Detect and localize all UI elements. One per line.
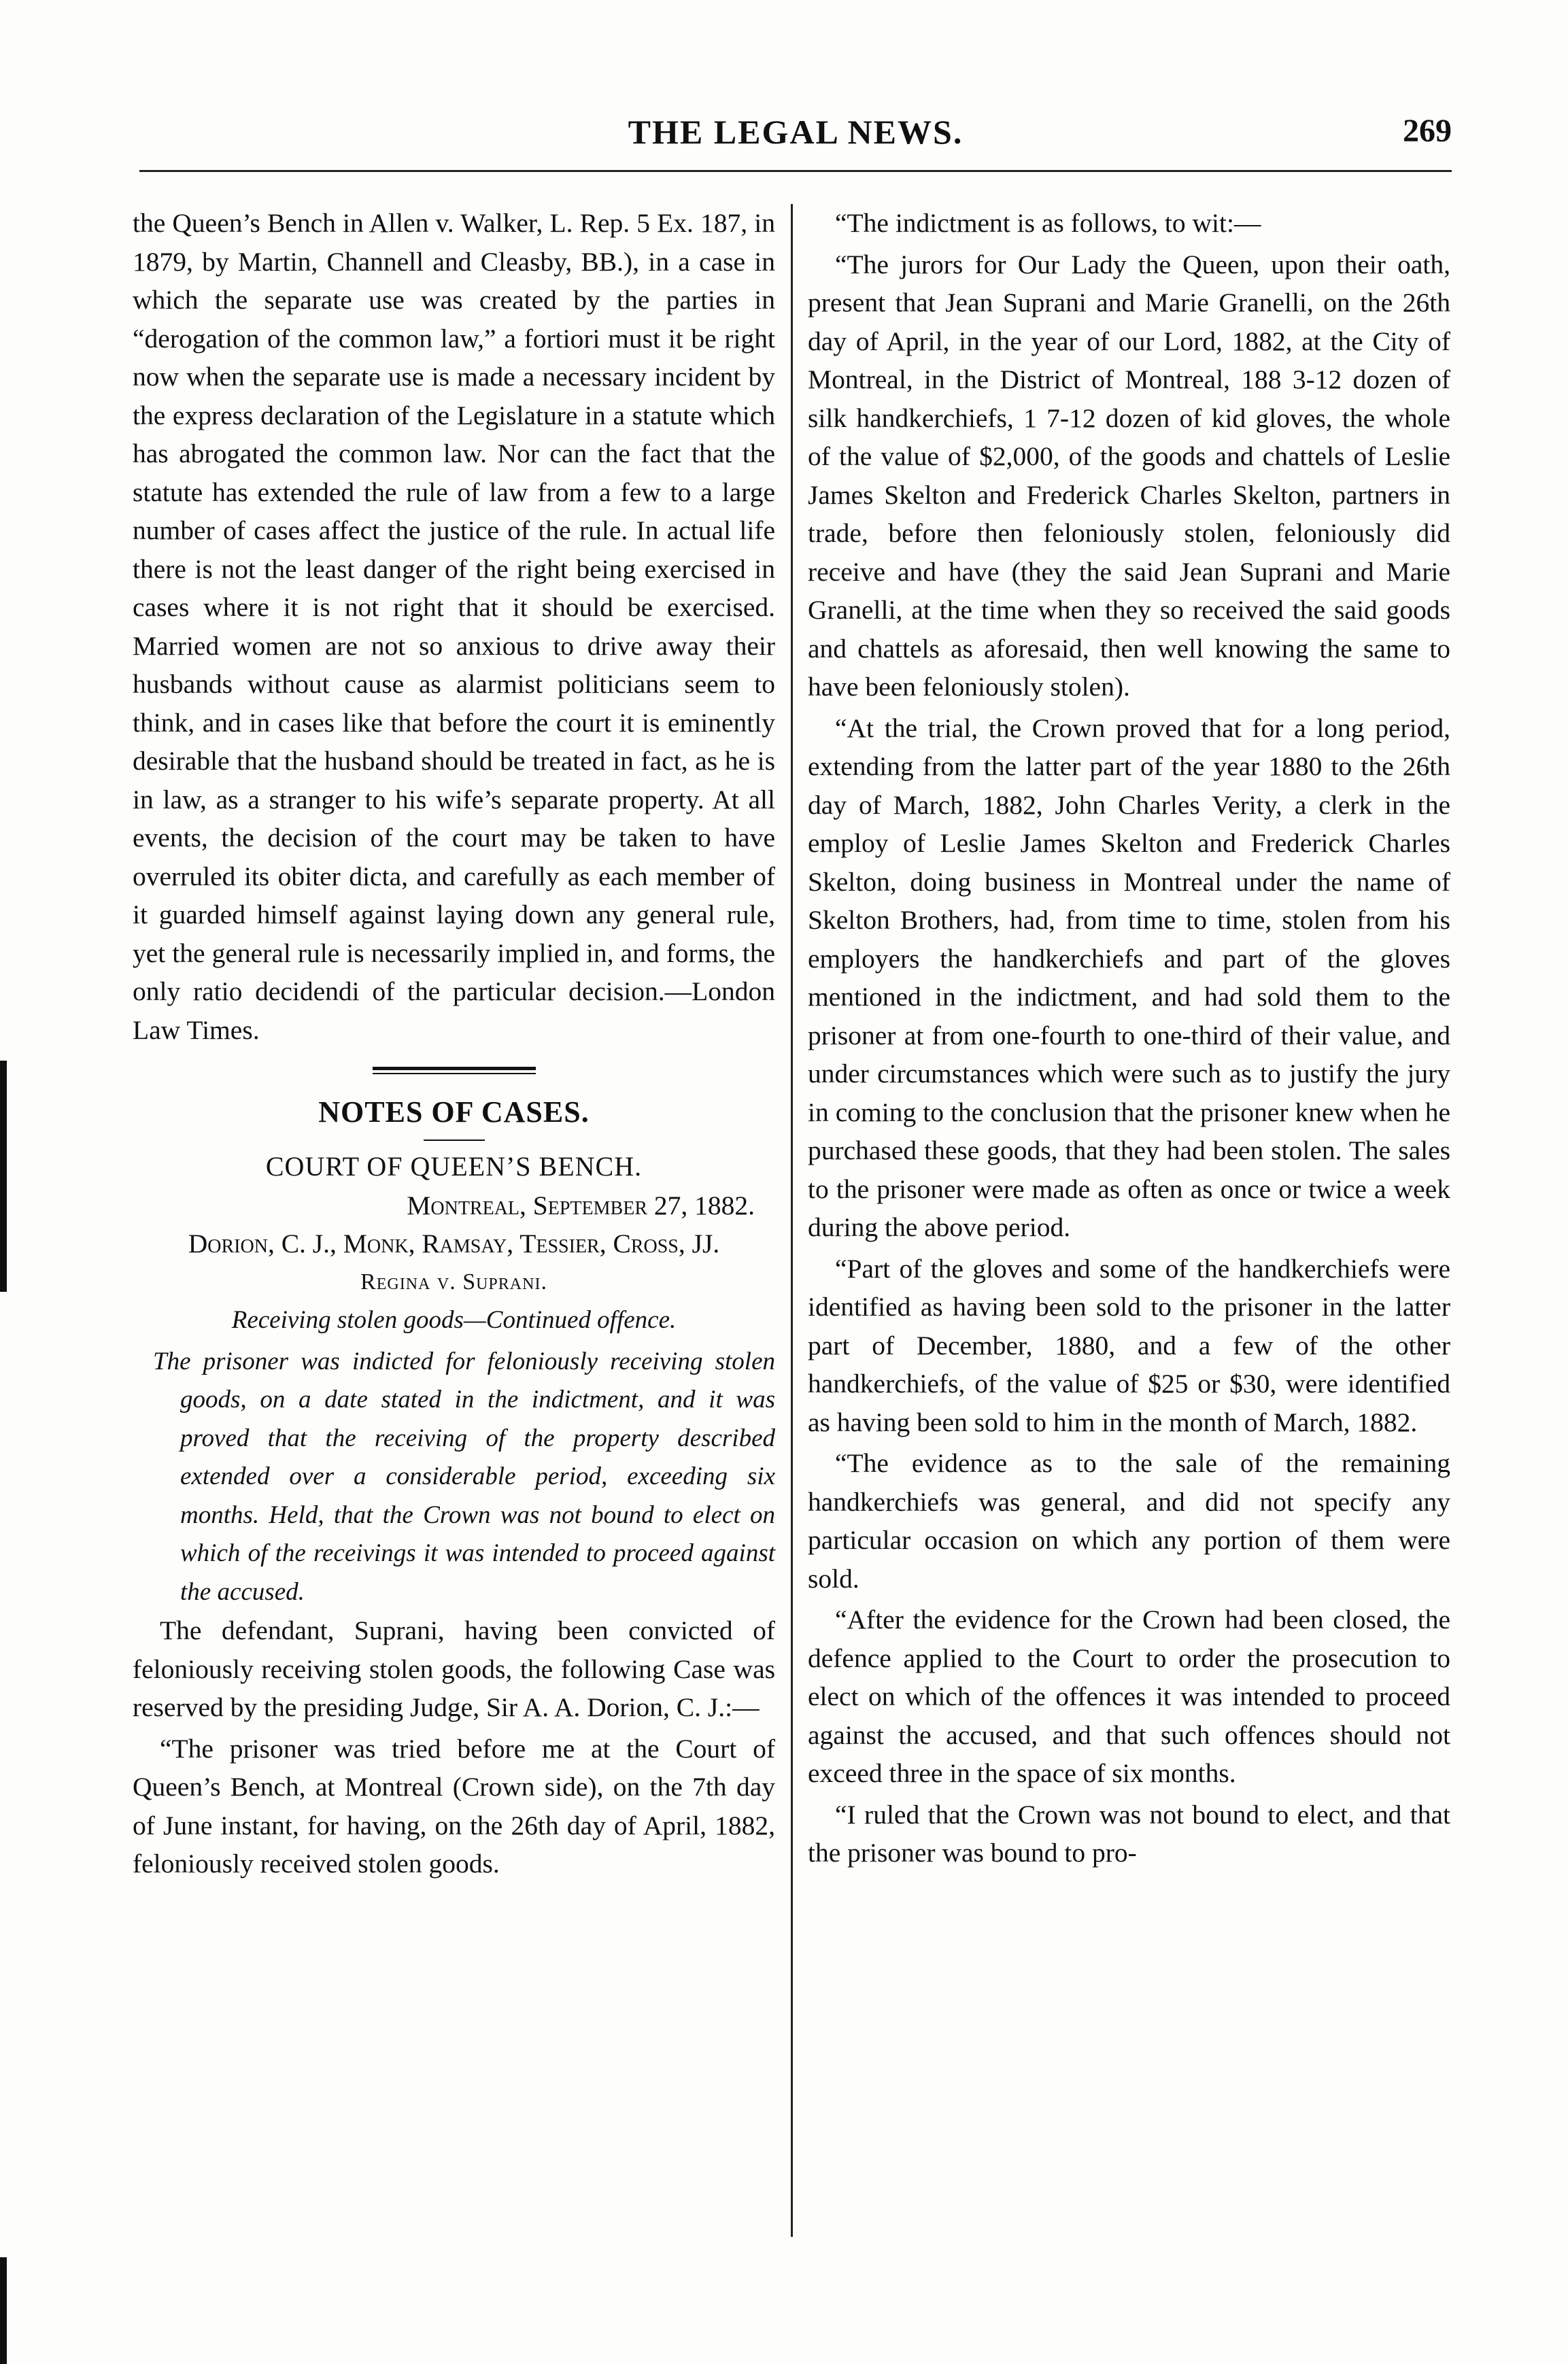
divider <box>424 1140 485 1141</box>
running-header <box>139 105 1452 167</box>
paragraph: “I ruled that the Crown was not bound to elect, and that the prisoner was bound to pro- <box>808 1799 1450 1868</box>
journal-title: THE LEGAL NEWS. <box>628 113 964 151</box>
judges-list: Dorion, C. J., Monk, Ramsay, Tessier, Cross, JJ. <box>188 1229 720 1258</box>
case-topic: Receiving stolen goods—Continued offence. <box>231 1306 677 1334</box>
section-rule <box>373 1067 536 1070</box>
paragraph: “Part of the gloves and some of the handkerchiefs were identified as having been sold to the prisoner in the latter part of December, 1880, and a few of the other handkerchiefs, of the value of $25 or $30, were identified as having been sold to him in the month of March, 1882. <box>808 1253 1450 1437</box>
court-name: COURT OF QUEEN’S BENCH. <box>265 1151 643 1182</box>
section-rule <box>373 1073 536 1074</box>
column-divider <box>791 204 793 2237</box>
paragraph: “At the trial, the Crown proved that for a long period, extending from the latter part of the year 1880 to the 26th day of March, 1882, John Charles Verity, a clerk in the employ of Leslie James Skelton and Frederick Charles Skelton, doing business in Montreal under the name of Skelton Brothers, had, from time to time, stolen from his employers the handkerchiefs and part of the gloves mentioned in the indictment, and had sold them to the prisoner at from one-fourth to one-third of their value, and under circumstances which were such as to justify the jury in coming to the conclusion that the prisoner knew when he purchased these goods, that they had been stolen. The sales to the prisoner were made as often as once or twice a week during the above period. <box>808 713 1450 1242</box>
paragraph: The defendant, Suprani, having been convicted of feloniously receiving stolen goods, the following Case was reserved by the presiding Judge, Sir A. A. Dorion, C. J.:— <box>133 1615 775 1722</box>
header-rule <box>139 170 1452 172</box>
paragraph: “The indictment is as follows, to wit:— <box>835 208 1261 238</box>
scan-edge-mark <box>0 2257 7 2364</box>
left-column <box>133 204 775 1883</box>
paragraph: “The prisoner was tried before me at the Court of Queen’s Bench, at Montreal (Crown side), on the 7th day of June instant, for having, on the 26th day of April, 1882, feloniously received stolen goods. <box>133 1733 775 1879</box>
case-name: Regina v. Suprani. <box>360 1269 547 1295</box>
paragraph: “The jurors for Our Lady the Queen, upon their oath, present that Jean Suprani and Marie Granelli, on the 26th day of April, in the year of our Lord, 1882, at the City of Montreal, in the District of Montreal, 188 3-12 dozen of silk handkerchiefs, 1 7-12 dozen of kid gloves, the whole of the value of $2,000, of the goods and chattels of Leslie James Skelton and Frederick Charles Skelton, partners in trade, before then feloniously stolen, feloniously did receive and have (they the said Jean Suprani and Marie Granelli, at the time when they so received the said goods and chattels as aforesaid, then well knowing the same to have been feloniously stolen). <box>808 249 1450 702</box>
case-date: Montreal, September 27, 1882. <box>407 1190 755 1220</box>
paragraph: “The evidence as to the sale of the remaining handkerchiefs was general, and did not specify any particular occasion on which any portion of them were sold. <box>808 1448 1450 1594</box>
section-title: NOTES OF CASES. <box>318 1095 590 1129</box>
page-number: 269 <box>1403 113 1452 149</box>
paragraph: the Queen’s Bench in Allen v. Walker, L. Rep. 5 Ex. 187, in 1879, by Martin, Channell and Cleasby, BB.), in a case in which the separate use was created by the parties in “derogation of the common law,” a fortiori must it be right now when the separate use is made a necessary incident by the express declaration of the Legislature in a statute which has abrogated the common law. Nor can the fact that the statute has extended the rule of law from a few to a large number of cases affect the justice of the rule. In actual life there is not the least danger of the right being exercised in cases where it is not right that it should be exercised. Married women are not so anxious to drive away their husbands without cause as alarmist politicians seem to think, and in cases like that before the court it is eminently desirable that the husband should be treated in fact, as he is in law, as a stranger to his wife’s separate property. At all events, the decision of the court may be taken to have overruled its obiter dicta, and carefully as each member of it guarded himself against laying down any general rule, yet the general rule is necessarily implied in, and forms, the only ratio decidendi of the particular decision.—London Law Times. <box>133 208 775 1045</box>
right-column <box>808 204 1450 1872</box>
headnote: The prisoner was indicted for feloniously receiving stolen goods, on a date stated in the indictment, and it was proved that the receiving of the property described extended over a considerable period, exceeding six months. Held, that the Crown was not bound to elect on which of the receivings it was intended to proceed against the accused. <box>153 1347 775 1606</box>
scan-edge-mark <box>0 1061 7 1292</box>
paragraph: “After the evidence for the Crown had been closed, the defence applied to the Court to order the prosecution to elect on which of the offences it was intended to proceed against the accused, and that such offences should not exceed three in the space of six months. <box>808 1605 1450 1788</box>
